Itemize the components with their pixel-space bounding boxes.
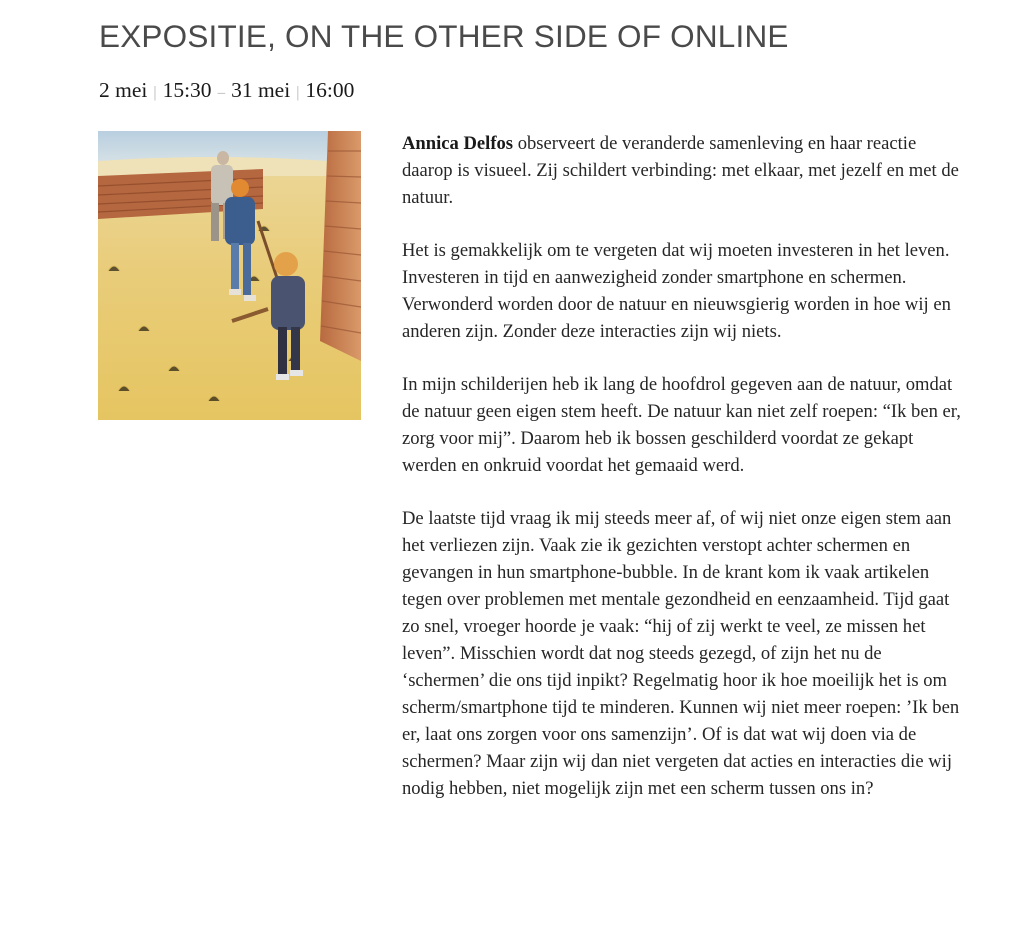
intro-text: observeert de veranderde samenleving en haar reactie daarop is visueel. Zij schildert verbinding: met elkaar, met jezelf en met de natuur.: [402, 133, 959, 208]
paragraph: De laatste tijd vraag ik mij steeds meer af, of wij niet onze eigen stem aan het verliezen zijn. Vaak zie ik gezichten verstopt achter schermen en gevangen in hun smartphone-bubble. In de krant kom ik vaak artikelen tegen over problemen met mentale gezondheid en eenzaamheid. Tijd gaat zo snel, vroeger hoorde je vaak: “hij of zij werkt te veel, ze missen het leven”. Misschien wordt dat nog steeds gezegd, of zijn het nu de ‘schermen’ die ons tijd inpikt? Regelmatig hoor ik hoe moeilijk het is om scherm/smartphone tijd te minderen. Kunnen wij niet meer roepen: ’Ik ben er, laat ons zorgen voor ons samenzijn’. Of is dat wat wij doen via de schermen? Maar zijn wij dan niet vergeten dat acties en interacties die wij nodig hebben, niet mogelijk zijn met een scherm tussen ons in?: [402, 508, 960, 799]
page-title: EXPOSITIE, ON THE OTHER SIDE OF ONLINE: [99, 18, 789, 54]
separator: |: [296, 84, 300, 101]
event-dates: [99, 78, 354, 103]
painting-image: [98, 131, 361, 420]
paragraph: In mijn schilderijen heb ik lang de hoofdrol gegeven aan de natuur, omdat de natuur geen eigen stem heeft. De natuur kan niet zelf roepen: “Ik ben er, zorg voor mij”. Daarom heb ik bossen geschilderd voordat ze gekapt werden en onkruid voordat het gemaaid werd.: [402, 374, 961, 476]
artist-name: Annica Delfos: [402, 133, 514, 154]
date-range-dash: –: [217, 85, 226, 101]
paragraph-intro: [402, 130, 962, 211]
end-date: 31 mei: [231, 78, 291, 102]
separator: |: [153, 84, 157, 101]
paragraph: Het is gemakkelijk om te vergeten dat wij moeten investeren in het leven. Investeren in tijd en aanwezigheid zonder smartphone en schermen. Verwonderd worden door de natuur en nieuwsgierig worden in hoe wij en anderen zijn. Zonder deze interacties zijn wij niets.: [402, 240, 951, 342]
end-time: 16:00: [305, 78, 355, 102]
start-date: 2 mei: [99, 78, 148, 102]
article-body: [402, 130, 962, 828]
start-time: 15:30: [162, 78, 212, 102]
